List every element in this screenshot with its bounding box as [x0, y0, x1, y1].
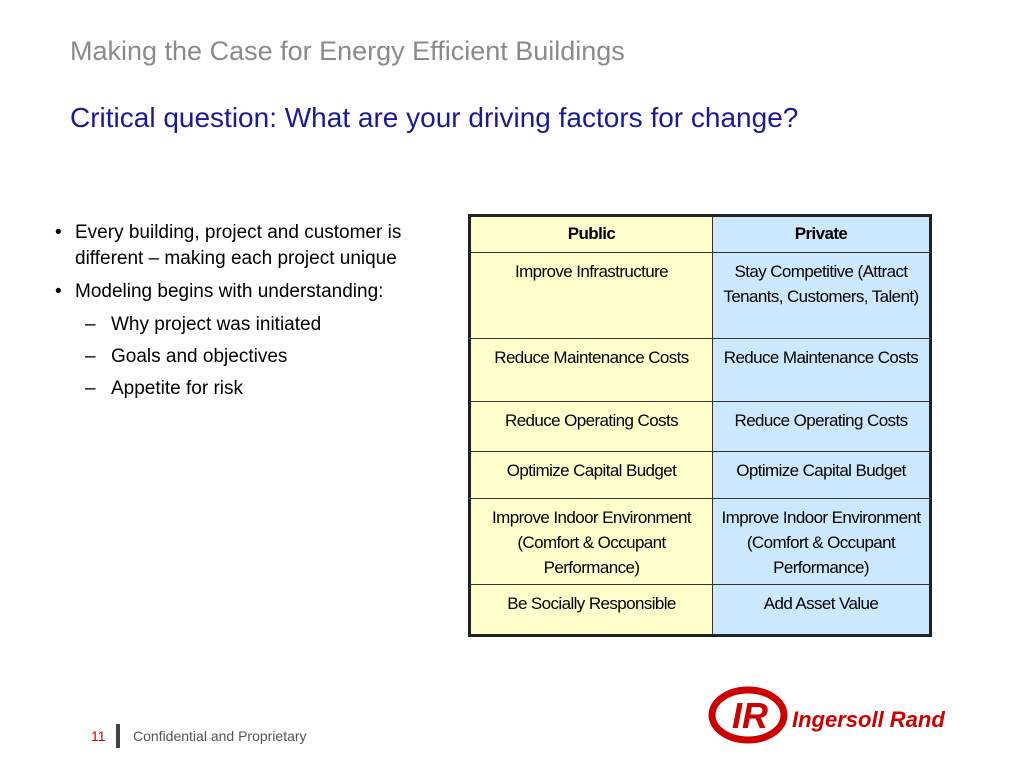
sub-bullet-item: – Goals and objectives — [85, 346, 288, 367]
public-cell: Reduce Maintenance Costs — [470, 339, 713, 402]
sub-bullet-item: – Appetite for risk — [85, 378, 243, 399]
bullet-text: Every building, project and customer is different – making each project unique — [75, 222, 402, 269]
table-row — [470, 452, 931, 499]
sub-bullet-text: Appetite for risk — [111, 378, 243, 399]
ingersoll-rand-logo — [706, 680, 962, 760]
table-row — [470, 499, 931, 585]
public-cell: Reduce Operating Costs — [470, 402, 713, 452]
public-cell: Improve Infrastructure — [470, 253, 713, 339]
private-cell: Improve Indoor Environment (Comfort & Occupant Performance) — [713, 499, 931, 585]
sub-bullet-text: Why project was initiated — [111, 314, 322, 335]
private-cell: Stay Competitive (Attract Tenants, Customers, Talent) — [713, 253, 931, 339]
bullet-text: Modeling begins with understanding: — [75, 281, 384, 302]
public-cell: Optimize Capital Budget — [470, 452, 713, 499]
private-cell: Add Asset Value — [713, 585, 931, 636]
private-cell: Optimize Capital Budget — [713, 452, 931, 499]
slide-title: Making the Case for Energy Efficient Buildings — [70, 36, 625, 66]
private-cell: Reduce Maintenance Costs — [713, 339, 931, 402]
table-row — [470, 253, 931, 339]
bullet-item: • Modeling begins with understanding: — [55, 281, 384, 302]
table-row — [470, 585, 931, 636]
bullet-list — [55, 220, 455, 408]
drivers-table — [468, 214, 932, 637]
sub-bullet-text: Goals and objectives — [111, 346, 288, 367]
table-header-row — [470, 216, 931, 253]
footer-divider — [116, 724, 120, 748]
table-row — [470, 339, 931, 402]
slide-subtitle: Critical question: What are your driving factors for change? — [70, 102, 799, 133]
header-private: Private — [713, 216, 931, 253]
bullet-item: • Every building, project and customer is different – making each project unique — [55, 222, 402, 269]
sub-bullet-item: – Why project was initiated — [85, 314, 322, 335]
private-cell: Reduce Operating Costs — [713, 402, 931, 452]
page-number: 11 — [91, 728, 106, 744]
header-public: Public — [470, 216, 713, 253]
logo-mark: IR — [732, 695, 768, 736]
logo-wordmark: Ingersoll Rand — [792, 707, 945, 732]
public-cell: Improve Indoor Environment (Comfort & Occupant Performance) — [470, 499, 713, 585]
footer-text: Confidential and Proprietary — [133, 728, 307, 744]
public-cell: Be Socially Responsible — [470, 585, 713, 636]
table-row — [470, 402, 931, 452]
